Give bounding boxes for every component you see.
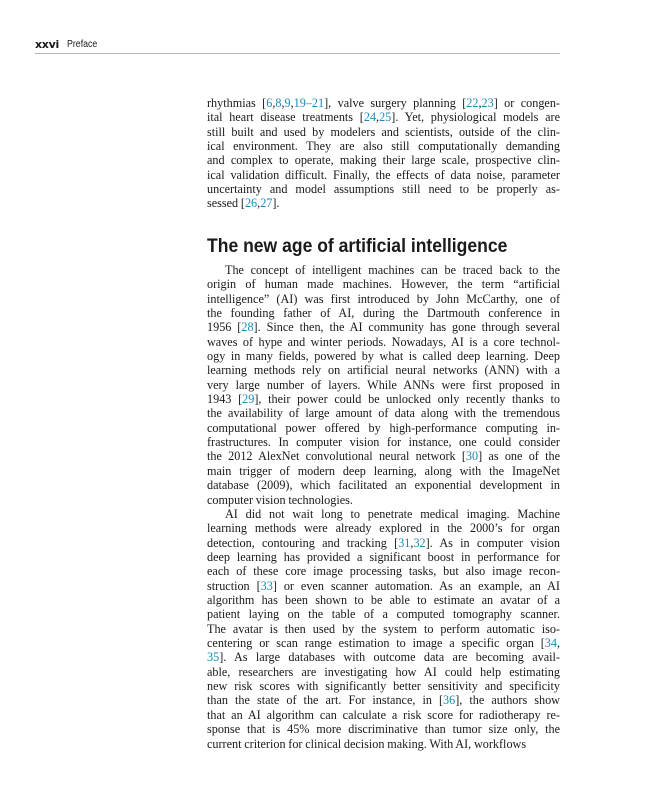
text-line [207, 277, 560, 291]
citation-link[interactable]: 24 [363, 110, 377, 125]
text-span: 1943 [ [207, 392, 243, 407]
text-span: waves of hype and winter periods. Nowadays, AI is a core technol- [207, 334, 560, 349]
text-line [207, 335, 560, 349]
text-span: than the state of the art. For instance, in [ [207, 693, 444, 708]
section-title: Preface [67, 39, 98, 50]
text-line [207, 536, 560, 550]
text-span: , [281, 96, 285, 110]
text-span: sponse that is 45% more discriminative than tumor size only, the [207, 722, 560, 737]
text-line [207, 493, 560, 507]
text-line [207, 378, 560, 392]
text-line [207, 182, 560, 196]
text-span: the availability of large amount of data along with the tremendous [207, 406, 560, 421]
text-line [207, 435, 560, 449]
text-line [207, 521, 560, 535]
text-span: new risk scores with significantly better sensitivity and specificity [207, 679, 560, 694]
text-span: computer vision technologies. [207, 492, 353, 507]
text-span: learning methods rely on artificial neural networks (ANN) with a [207, 363, 560, 378]
text-span: ] or congen- [493, 96, 560, 110]
text-span: able, researchers are investigating how AI could help estimating [207, 664, 560, 679]
section-heading: The new age of artificial intelligence [207, 235, 508, 257]
page-number: xxvi [35, 38, 59, 51]
text-span: centering or scan range estimation to image a specific organ [ [207, 636, 545, 651]
text-line [207, 464, 560, 478]
text-span: , [376, 110, 380, 125]
text-span: deep learning has provided a significant boost in performance for [207, 550, 560, 565]
text-span: database (2009), which facilitated an exponential development in [207, 478, 560, 493]
text-line [207, 96, 560, 110]
citation-link[interactable]: 34 [544, 636, 557, 651]
citation-link[interactable]: 33 [260, 578, 273, 593]
text-span: learning methods were already explored in the 2000’s for organ [207, 521, 560, 536]
text-line [207, 636, 560, 650]
text-line [207, 679, 560, 693]
text-span: ], valve surgery planning [ [324, 96, 467, 110]
text-line [207, 168, 560, 182]
text-line [207, 449, 560, 463]
text-line [207, 292, 560, 306]
text-line [207, 363, 560, 377]
text-line [207, 722, 560, 736]
text-line [207, 708, 560, 722]
text-line [207, 306, 560, 320]
text-span: ]. As large databases with outcome data are becoming avail- [219, 650, 560, 665]
running-header [35, 38, 560, 54]
text-span: rhythmias [ [207, 96, 267, 110]
citation-link[interactable]: 25 [379, 110, 392, 125]
text-span: , [257, 196, 261, 211]
text-span: , [272, 96, 276, 110]
text-span: sessed [ [207, 196, 245, 211]
citation-link[interactable]: 23 [481, 96, 494, 110]
text-span: computational power offered by high-performance computing in- [207, 420, 560, 435]
text-span: uncertainty and model assumptions still need to be properly as- [207, 182, 560, 197]
text-span: , [290, 96, 294, 110]
citation-link[interactable]: 6 [266, 96, 273, 110]
text-span: detection, contouring and tracking [ [207, 535, 399, 550]
text-line [207, 421, 560, 435]
text-span: the founding father of AI, during the Dartmouth conference in [207, 306, 560, 321]
text-line [207, 607, 560, 621]
text-span: ] or even scanner automation. As an example, an AI [272, 578, 560, 593]
text-span: ]. Since then, the AI community has gone through several [253, 320, 560, 335]
text-span: current criterion for clinical decision making. With AI, workflows [207, 736, 527, 751]
text-span: The avatar is then used by the system to perform automatic iso- [207, 621, 560, 636]
text-line [207, 320, 560, 334]
text-line [207, 507, 560, 521]
text-span: ] as one of the [478, 449, 561, 464]
text-line [207, 110, 560, 124]
citation-link[interactable]: 31 [398, 535, 411, 550]
citation-link[interactable]: 28 [241, 320, 254, 335]
text-span: , [410, 535, 414, 550]
text-span: ogy in many fields, powered by what is called deep learning. Deep [207, 349, 560, 364]
text-span: struction [ [207, 578, 261, 593]
text-span: , [478, 96, 482, 110]
citation-link[interactable]: 27 [260, 196, 273, 211]
citation-link[interactable]: 35 [207, 650, 220, 665]
paragraph [207, 263, 560, 507]
text-span: origin of human made machines. However, the term “artificial [207, 277, 560, 292]
text-span: , [556, 636, 560, 651]
text-span: each of these core image processing tasks, but also image recon- [207, 564, 560, 579]
text-span: AI did not wait long to penetrate medical imaging. Machine [225, 507, 560, 521]
citation-link[interactable]: 8 [275, 96, 282, 110]
text-span: ], their power could be unlocked only recently thanks to [254, 392, 560, 407]
text-span: ical environment. They are also still computationally demanding [207, 139, 560, 154]
text-line [207, 693, 560, 707]
text-line [207, 550, 560, 564]
text-span: ]. Yet, physiological models are [391, 110, 560, 125]
citation-link[interactable]: 22 [466, 96, 479, 110]
text-span: ], the authors show [455, 693, 560, 708]
text-line [207, 392, 560, 406]
citation-link[interactable]: 19–21 [293, 96, 325, 110]
citation-link[interactable]: 26 [244, 196, 258, 211]
text-line [207, 153, 560, 167]
text-span: intelligence” (AI) was first introduced by John McCarthy, one of [207, 291, 560, 306]
text-line [207, 665, 560, 679]
citation-link[interactable]: 30 [465, 449, 479, 464]
text-line [207, 478, 560, 492]
text-span: patient laying on the table of a computed tomography scanner. [207, 607, 560, 622]
text-span: still built and used by modelers and scientists, outside of the clin- [207, 124, 560, 139]
text-line [207, 196, 560, 210]
text-span: and complex to operate, making their large scale, prospective clin- [207, 153, 560, 168]
paragraph [207, 507, 560, 751]
text-line [207, 263, 560, 277]
text-span: very large number of layers. While ANNs were first proposed in [207, 377, 560, 392]
text-line [207, 564, 560, 578]
text-span: main trigger of modern deep learning, along with the ImageNet [207, 463, 560, 478]
text-span: The concept of intelligent machines can be traced back to the [225, 263, 560, 277]
paragraph [207, 96, 560, 211]
text-span: ]. As in computer vision [425, 535, 560, 550]
citation-link[interactable]: 36 [443, 693, 456, 708]
text-line [207, 737, 560, 751]
text-line [207, 650, 560, 664]
text-line [207, 593, 560, 607]
text-line [207, 579, 560, 593]
text-line [207, 139, 560, 153]
text-line [207, 349, 560, 363]
text-span: that an AI algorithm can calculate a risk score for radiotherapy re- [207, 707, 560, 722]
text-span: frastructures. In computer vision for instance, one could consider [207, 435, 560, 450]
text-span: 1956 [ [207, 320, 242, 335]
citation-link[interactable]: 32 [413, 535, 426, 550]
text-span: ]. [272, 196, 280, 211]
text-line [207, 622, 560, 636]
text-line [207, 125, 560, 139]
text-line [207, 406, 560, 420]
text-span: ical validation difficult. Finally, the effects of data noise, parameter [207, 167, 560, 182]
citation-link[interactable]: 29 [242, 392, 255, 407]
text-span: ital heart disease treatments [ [207, 110, 364, 125]
text-span: the 2012 AlexNet convolutional neural network [ [207, 449, 466, 464]
citation-link[interactable]: 9 [284, 96, 291, 110]
text-span: algorithm has been shown to be able to estimate an avatar of a [207, 593, 560, 608]
